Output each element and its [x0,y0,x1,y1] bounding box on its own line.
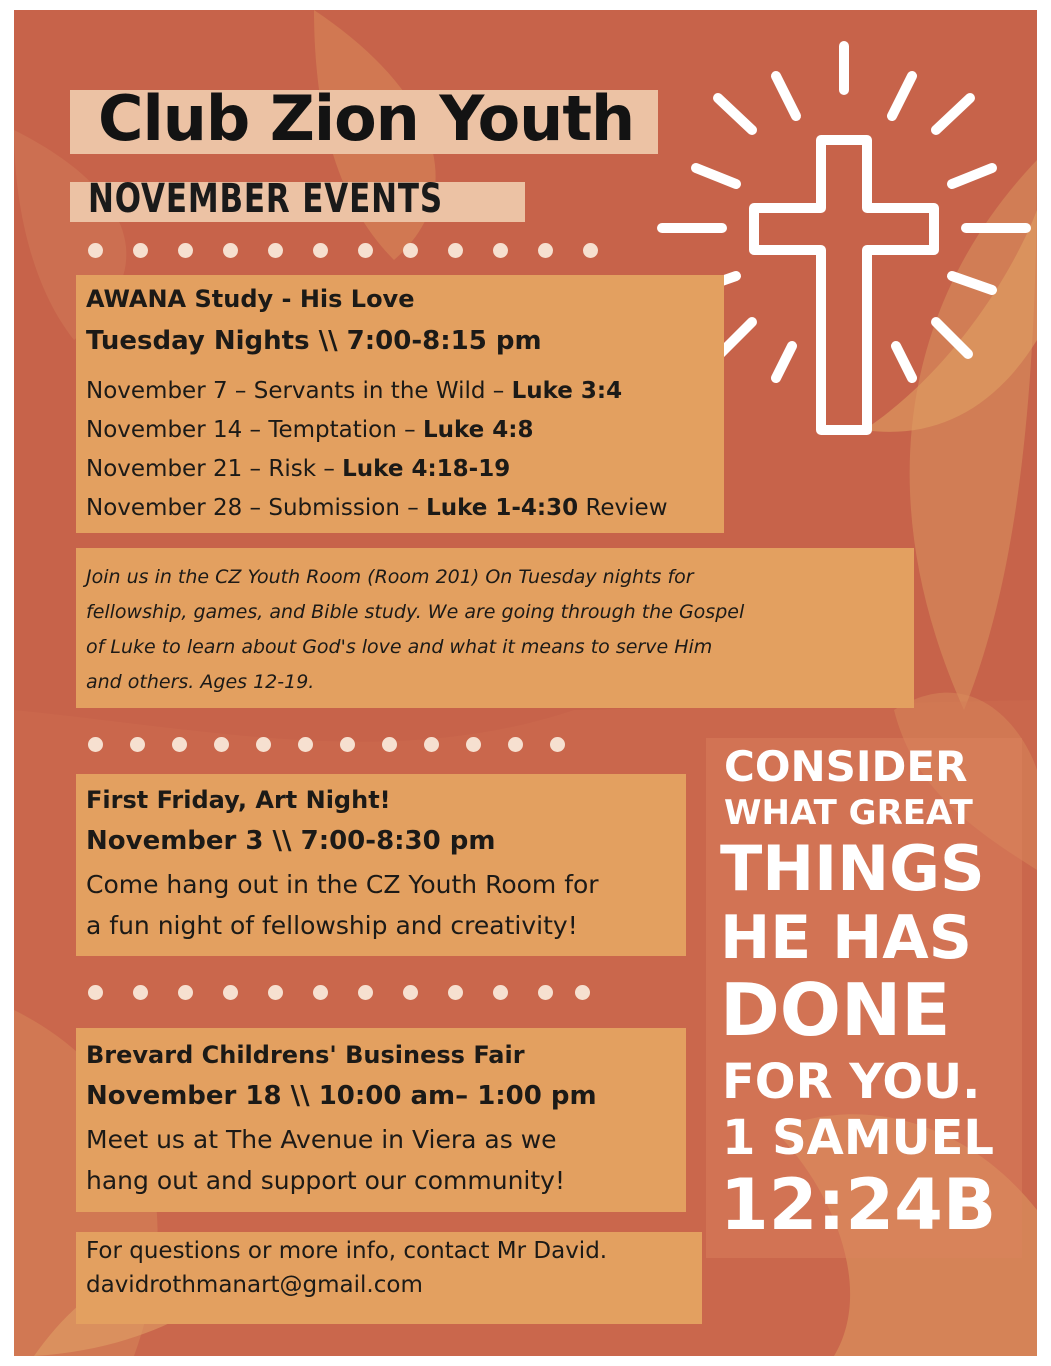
awana-schedule: Tuesday Nights \\ 7:00-8:15 pm [86,326,542,356]
art-night-schedule: November 3 \\ 7:00-8:30 pm [86,826,496,856]
awana-title: AWANA Study - His Love [86,285,415,313]
awana-session: November 28 – Submission – Luke 1-4:30 Review [86,495,668,521]
event-flyer [14,10,1037,1356]
page-subtitle: NOVEMBER EVENTS [88,176,443,222]
awana-session: November 7 – Servants in the Wild – Luke 3:4 [86,378,623,404]
contact-email[interactable]: davidrothmanart@gmail.com [86,1272,423,1298]
awana-description-line: fellowship, games, and Bible study. We are going through the Gospel [86,601,745,623]
verse-line: FOR YOU. [722,1054,981,1110]
awana-session: November 14 – Temptation – Luke 4:8 [86,417,534,443]
awana-description-line: of Luke to learn about God's love and what it means to serve Him [86,636,713,658]
verse-line: WHAT GREAT [724,793,973,833]
verse-line: 1 SAMUEL [722,1110,994,1166]
verse-line: HE HAS [720,903,972,973]
business-fair-schedule: November 18 \\ 10:00 am– 1:00 pm [86,1081,597,1111]
awana-session: November 21 – Risk – Luke 4:18-19 [86,456,511,482]
contact-text: For questions or more info, contact Mr David. [86,1238,608,1264]
art-night-title: First Friday, Art Night! [86,786,391,814]
business-fair-title: Brevard Childrens' Business Fair [86,1041,525,1069]
verse-line: 12:24B [720,1164,997,1246]
awana-description-line: Join us in the CZ Youth Room (Room 201) On Tuesday nights for [86,566,694,588]
awana-description-line: and others. Ages 12-19. [86,671,315,693]
business-fair-line: Meet us at The Avenue in Viera as we [86,1125,557,1154]
art-night-line: Come hang out in the CZ Youth Room for [86,870,599,899]
verse-line: THINGS [720,832,985,905]
verse-line: CONSIDER [724,742,968,791]
page-title: Club Zion Youth [98,82,635,155]
art-night-line: a fun night of fellowship and creativity! [86,911,578,940]
verse-line: DONE [720,968,951,1052]
business-fair-line: hang out and support our community! [86,1166,565,1195]
